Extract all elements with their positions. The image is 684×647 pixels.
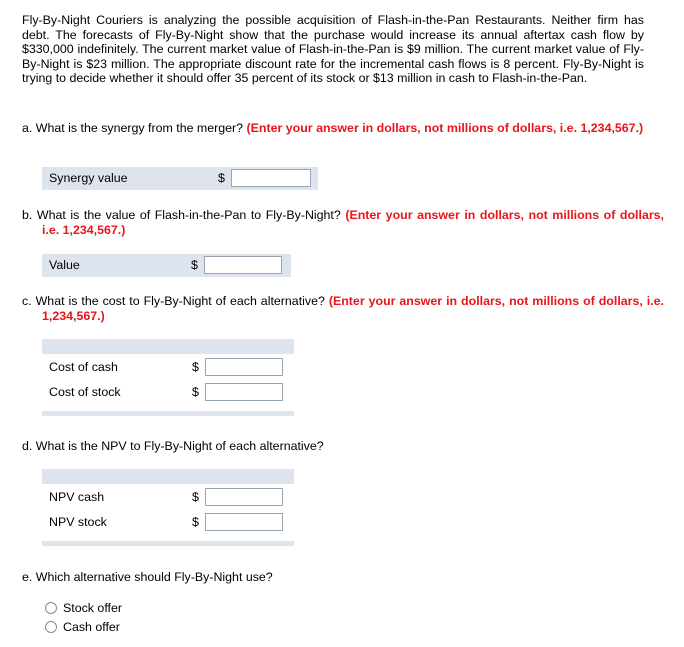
npv-table-header [42, 469, 294, 484]
stock-offer-radio[interactable] [45, 602, 57, 614]
question-b [22, 208, 664, 237]
question-c-letter: c. [22, 294, 32, 308]
npv-table-footer [42, 541, 294, 546]
npv-cash-label: NPV cash [49, 490, 105, 504]
question-d-letter: d. [22, 439, 33, 453]
cost-of-stock-currency: $ [192, 385, 199, 399]
question-a [22, 121, 664, 136]
npv-stock-currency: $ [192, 515, 199, 529]
npv-cash-input[interactable] [205, 488, 283, 506]
synergy-value-input[interactable] [231, 169, 311, 187]
question-e-text: Which alternative should Fly-By-Night use? [35, 570, 273, 584]
question-b-note: (Enter your answer in dollars, not millions of dollars, i.e. 1,234,567.) [42, 208, 664, 237]
question-a-text: What is the synergy from the merger? [35, 121, 244, 135]
cost-of-cash-currency: $ [192, 360, 199, 374]
value-input[interactable] [204, 256, 282, 274]
question-d-text: What is the NPV to Fly-By-Night of each alternative? [35, 439, 324, 453]
cost-of-stock-label: Cost of stock [49, 385, 121, 399]
cost-of-cash-input[interactable] [205, 358, 283, 376]
cash-offer-radio[interactable] [45, 621, 57, 633]
question-e-letter: e. [22, 570, 33, 584]
value-row [42, 254, 291, 277]
value-label: Value [49, 258, 80, 272]
cost-table [42, 339, 294, 419]
cost-of-cash-label: Cost of cash [49, 360, 118, 374]
cash-offer-label[interactable]: Cash offer [63, 620, 120, 634]
synergy-row [42, 167, 318, 190]
npv-stock-label: NPV stock [49, 515, 107, 529]
stock-offer-label[interactable]: Stock offer [63, 601, 123, 615]
question-c-note: (Enter your answer in dollars, not millions of dollars, i.e. 1,234,567.) [42, 294, 664, 323]
question-b-text: What is the value of Flash-in-the-Pan to Fly-By-Night? [36, 208, 341, 222]
value-currency: $ [191, 258, 198, 272]
question-c [22, 294, 664, 323]
synergy-value-label: Synergy value [49, 171, 128, 185]
npv-cash-currency: $ [192, 490, 199, 504]
question-b-letter: b. [22, 208, 33, 222]
cost-of-stock-input[interactable] [205, 383, 283, 401]
question-a-letter: a. [22, 121, 33, 135]
npv-stock-input[interactable] [205, 513, 283, 531]
question-a-note: (Enter your answer in dollars, not millions of dollars, i.e. 1,234,567.) [246, 121, 644, 135]
cost-table-header [42, 339, 294, 354]
problem-statement: Fly-By-Night Couriers is analyzing the possible acquisition of Flash-in-the-Pan Restaurants. Neither firm has debt. The forecasts of Fly-By-Night show that the purchase would increase its annual aftertax cash flow by $330,000 indefinitely. The current market value of Flash-in-the-Pan is $9 million. The current market value of Fly-By-Night is $23 million. The appropriate discount rate for the incremental cash flows is 8 percent. Fly-By-Night is trying to decide whether it should offer 35 percent of its stock or $13 million in cash to Flash-in-the-Pan. [22, 13, 644, 86]
cost-table-footer [42, 411, 294, 416]
question-d [22, 439, 664, 454]
npv-table [42, 469, 294, 549]
synergy-currency: $ [218, 171, 225, 185]
question-e [22, 570, 664, 585]
question-c-text: What is the cost to Fly-By-Night of each alternative? [35, 294, 325, 308]
